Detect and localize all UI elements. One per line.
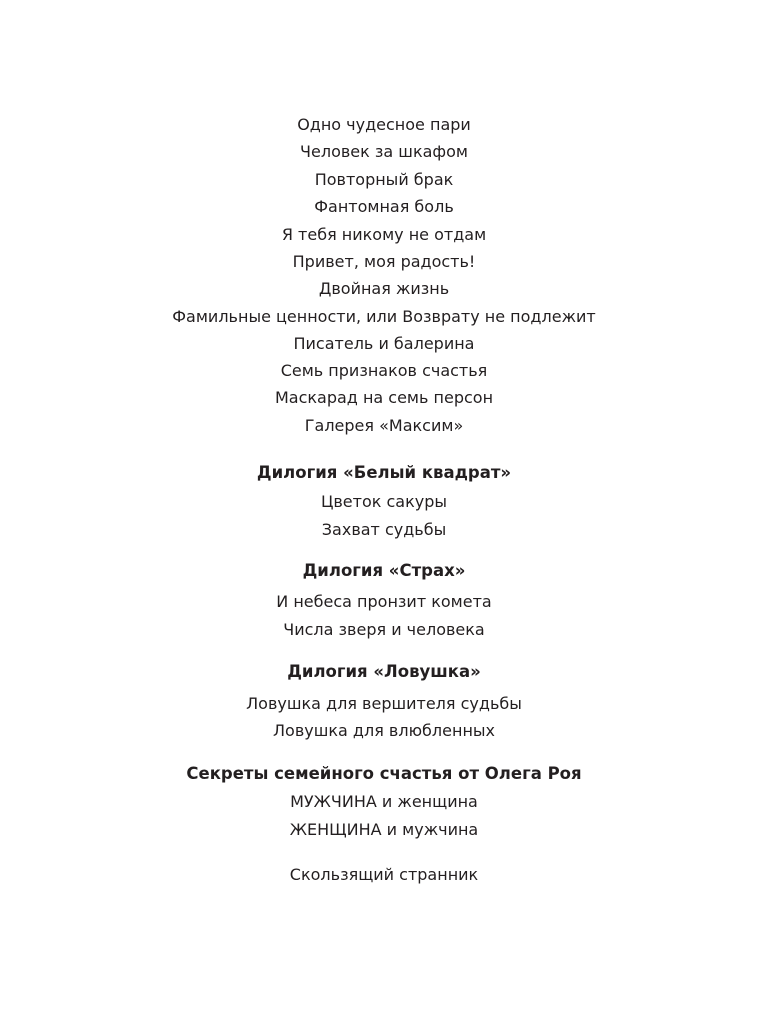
series-heading: Секреты семейного счастья от Олега Роя: [186, 764, 582, 783]
series-book-title: Ловушка для вершителя судьбы: [246, 694, 522, 713]
series-heading: Дилогия «Страх»: [302, 561, 466, 580]
book-title: Скользящий странник: [289, 865, 479, 884]
book-title: Маскарад на семь персон: [274, 388, 494, 407]
book-title: Семь признаков счастья: [280, 361, 488, 380]
book-title: Одно чудесное пари: [297, 115, 471, 134]
book-title: Двойная жизнь: [318, 279, 450, 298]
book-title: Я тебя никому не отдам: [281, 225, 487, 244]
book-title: Повторный брак: [314, 170, 454, 189]
series-book-title: Захват судьбы: [321, 520, 447, 539]
series-book-title: Числа зверя и человека: [283, 620, 485, 639]
series-book-title: Цветок сакуры: [320, 492, 448, 511]
series-book-title: ЖЕНЩИНА и мужчина: [289, 820, 479, 839]
series-heading: Дилогия «Белый квадрат»: [256, 463, 512, 482]
book-title: Человек за шкафом: [300, 142, 468, 161]
book-title: Галерея «Максим»: [304, 416, 464, 435]
series-book-title: И небеса пронзит комета: [276, 592, 492, 611]
book-title: Привет, моя радость!: [292, 252, 476, 271]
book-title: Фантомная боль: [314, 197, 454, 216]
book-title: Писатель и балерина: [293, 334, 475, 353]
series-book-title: Ловушка для влюбленных: [273, 721, 495, 740]
book-title: Фамильные ценности, или Возврату не подлежит: [172, 307, 596, 326]
series-heading: Дилогия «Ловушка»: [287, 662, 481, 681]
series-book-title: МУЖЧИНА и женщина: [290, 792, 478, 811]
